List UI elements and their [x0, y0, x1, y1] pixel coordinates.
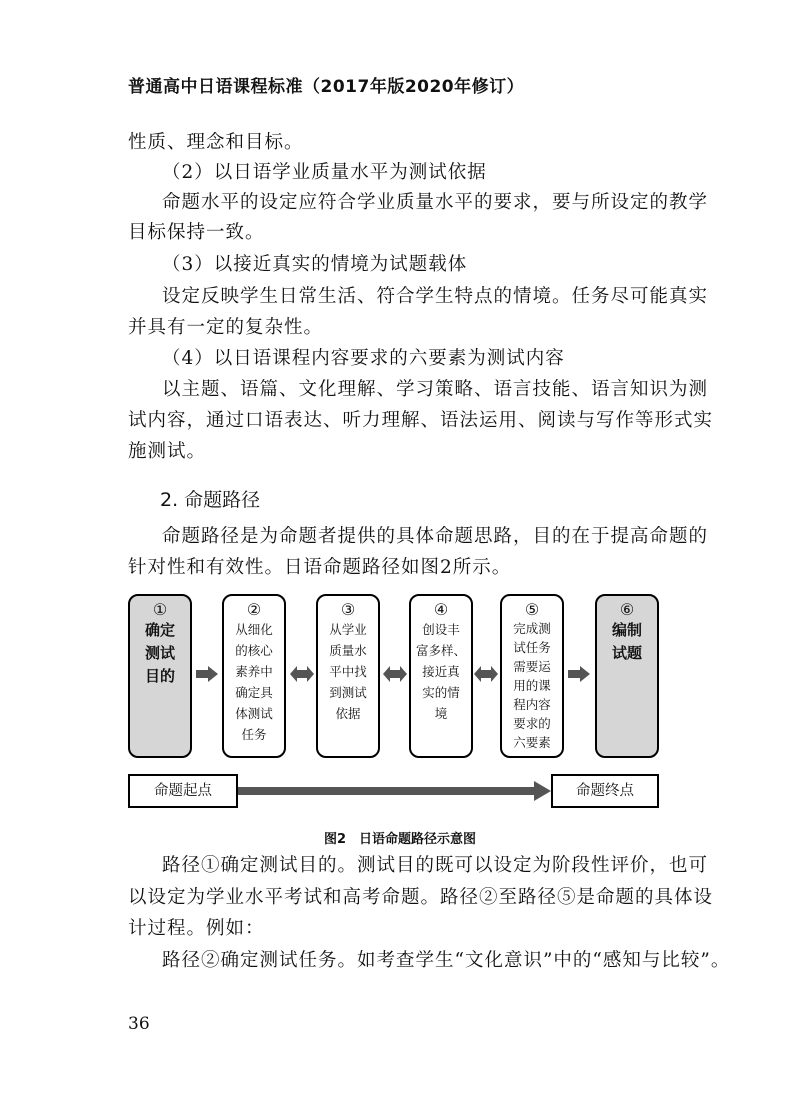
step-text: 素养中 [235, 664, 273, 679]
subheading: （4）以日语课程内容要求的六要素为测试内容 [162, 348, 565, 369]
step-text: 试题 [611, 644, 642, 662]
step-text: 实的情 [422, 685, 460, 700]
body-line: 目标保持一致。 [128, 222, 265, 243]
step-text: 的核心 [235, 643, 273, 658]
body-line: 试内容，通过口语表达、听力理解、语法运用、阅读与写作等形式实 [128, 410, 714, 431]
double-arrow-icon [290, 666, 314, 682]
figure-caption: 图2 日语命题路径示意图 [323, 832, 477, 847]
step-text: 完成测 [513, 621, 551, 636]
subheading: （2）以日语学业质量水平为测试依据 [162, 162, 487, 183]
step-box-1 [128, 594, 192, 758]
step-number: ③ [340, 600, 356, 619]
body-line: 设定反映学生日常生活、符合学生特点的情境。任务尽可能真实 [162, 286, 709, 307]
subheading: （3）以接近真实的情境为试题载体 [162, 254, 468, 275]
body-line: 路径①确定测试目的。测试目的既可以设定为阶段性评价，也可 [162, 855, 709, 876]
step-text: 目的 [144, 667, 175, 685]
step-number: ② [246, 600, 262, 619]
step-text: 确定具 [235, 685, 273, 700]
body-line: 并具有一定的复杂性。 [128, 317, 324, 338]
step-text: 要求的 [513, 716, 551, 731]
step-text: 六要素 [513, 735, 551, 750]
step-text: 富多样、 [415, 643, 466, 658]
step-text: 从细化 [235, 622, 273, 637]
right-arrow-icon [568, 666, 590, 682]
step-text: 用的课 [513, 678, 551, 693]
step-text: 境 [434, 706, 448, 721]
section-heading: 2. 命题路径 [160, 489, 261, 511]
step-box-5 [500, 594, 564, 758]
body-line: 计过程。例如： [128, 918, 265, 939]
step-text: 测试 [144, 644, 175, 662]
step-text: 程内容 [513, 697, 551, 712]
long-right-arrow-icon [238, 781, 551, 801]
step-text: 到测试 [329, 685, 367, 700]
right-arrow-icon [196, 666, 218, 682]
step-text: 平中找 [329, 664, 367, 679]
end-point-box: 命题终点 [551, 774, 659, 808]
step-text: 从学业 [329, 622, 367, 637]
step-box-6 [595, 594, 659, 758]
step-number: ⑥ [619, 600, 635, 619]
step-text: 任务 [241, 727, 267, 742]
body-line: 针对性和有效性。日语命题路径如图2所示。 [128, 557, 512, 578]
body-line: 命题路径是为命题者提供的具体命题思路，目的在于提高命题的 [162, 526, 709, 547]
step-number: ④ [433, 600, 449, 619]
step-text: 质量水 [329, 643, 367, 658]
start-point-box: 命题起点 [128, 774, 238, 808]
page-number: 36 [128, 1014, 150, 1034]
step-text: 依据 [335, 706, 361, 721]
double-arrow-icon [383, 666, 407, 682]
body-line: 以主题、语篇、文化理解、学习策略、语言技能、语言知识为测 [162, 379, 709, 400]
step-text: 需要运 [513, 659, 551, 674]
step-text: 编制 [611, 621, 642, 639]
step-number: ① [152, 600, 168, 619]
step-text: 接近真 [422, 664, 460, 679]
step-number: ⑤ [524, 600, 540, 619]
step-text: 确定 [144, 621, 175, 639]
body-line: 施测试。 [128, 441, 207, 462]
double-arrow-icon [474, 666, 498, 682]
step-text: 创设丰 [422, 622, 460, 637]
step-box-3 [316, 594, 380, 758]
body-line: 以设定为学业水平考试和高考命题。路径②至路径⑤是命题的具体设 [128, 887, 714, 908]
step-text: 体测试 [235, 706, 273, 721]
step-text: 试任务 [513, 640, 551, 655]
body-line: 路径②确定测试任务。如考查学生“文化意识”中的“感知与比较”。 [162, 950, 731, 971]
running-header: 普通高中日语课程标准（2017年版2020年修订） [128, 77, 525, 97]
body-line: 性质、理念和目标。 [128, 132, 304, 153]
body-line: 命题水平的设定应符合学业质量水平的要求，要与所设定的教学 [162, 192, 709, 213]
step-box-4 [409, 594, 473, 758]
step-box-2 [222, 594, 286, 758]
